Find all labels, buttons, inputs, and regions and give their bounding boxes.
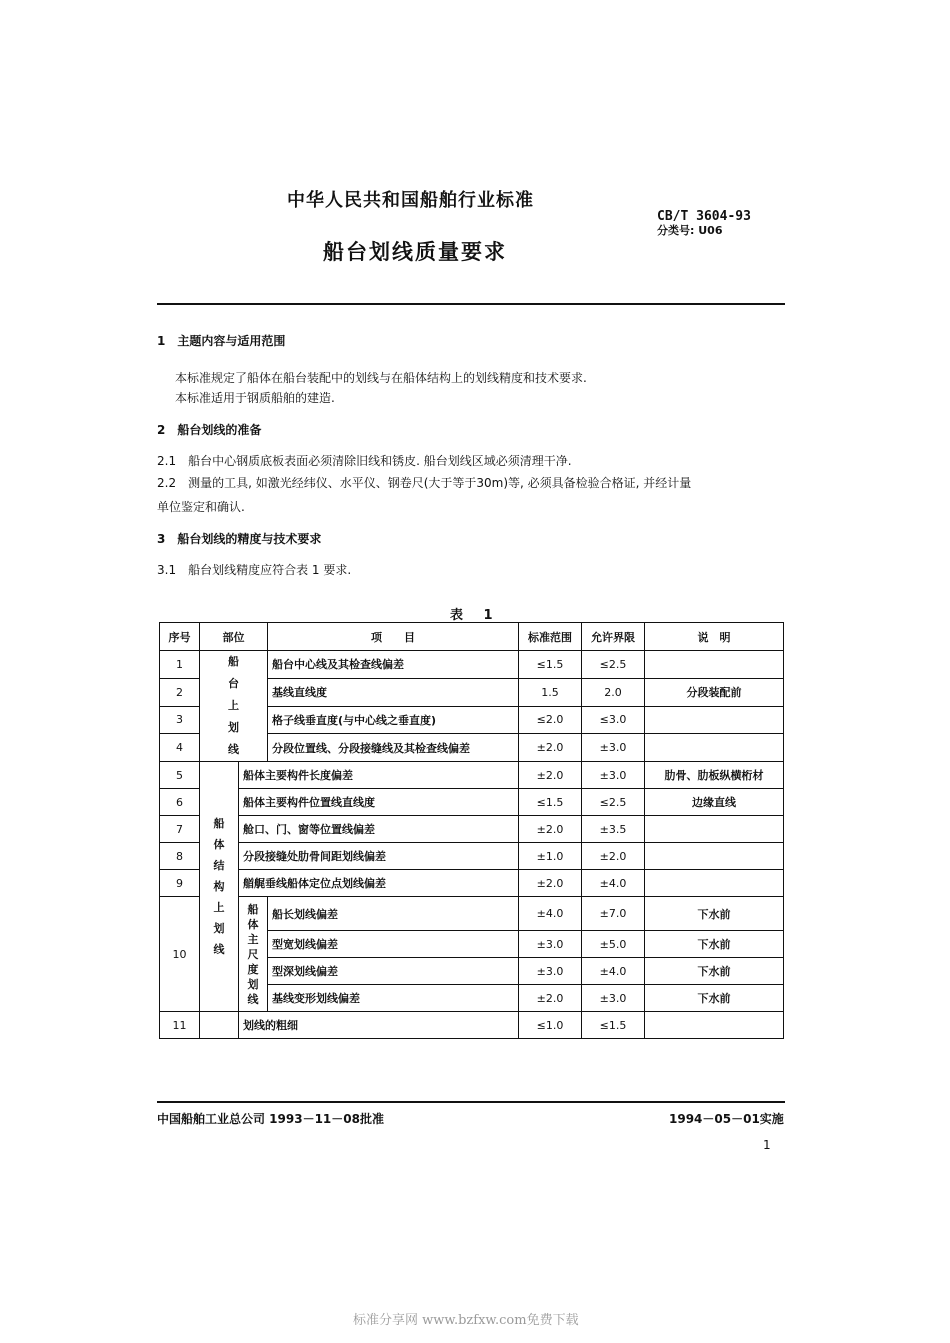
table-row — [160, 816, 784, 843]
standard-code-block — [657, 210, 751, 238]
cell-allow: ≤3.0 — [582, 706, 645, 734]
cell-note — [645, 651, 784, 679]
cell-item: 船体主要构件长度偏差 — [239, 762, 519, 789]
clause-3-1: 3.1 船台划线精度应符合表 1 要求. — [157, 563, 352, 577]
footer-divider — [157, 1101, 785, 1103]
cell-item: 分段接缝处肋骨间距划线偏差 — [239, 843, 519, 870]
cell-std: 1.5 — [519, 678, 582, 706]
cell-allow: ±4.0 — [582, 870, 645, 897]
table-header-row — [160, 623, 784, 651]
watermark-text: 标准分享网 www.bzfxw.com免费下载 — [353, 1313, 579, 1328]
cell-no: 10 — [160, 897, 200, 1012]
group-slipway-marking — [200, 651, 268, 762]
cell-std: ±1.0 — [519, 843, 582, 870]
section-1-title: 1 主题内容与适用范围 — [157, 334, 286, 348]
cell-note: 下水前 — [645, 985, 784, 1012]
cell-note — [645, 706, 784, 734]
cell-note — [645, 843, 784, 870]
cell-no: 8 — [160, 843, 200, 870]
cell-no: 4 — [160, 734, 200, 762]
cell-std: ±2.0 — [519, 762, 582, 789]
header-allowable-limit: 允许界限 — [582, 623, 645, 651]
cell-no: 7 — [160, 816, 200, 843]
cell-std: ±2.0 — [519, 870, 582, 897]
cell-note: 边缘直线 — [645, 789, 784, 816]
approval-date: 中国船舶工业总公司 1993－11－08批准 — [157, 1112, 384, 1126]
section-1-paragraph-1: 本标准规定了船体在船台装配中的划线与在船体结构上的划线精度和技术要求. — [175, 371, 587, 385]
cell-no: 1 — [160, 651, 200, 679]
cell-std: ±4.0 — [519, 897, 582, 931]
header-no: 序号 — [160, 623, 200, 651]
cell-item: 船体主要构件位置线直线度 — [239, 789, 519, 816]
cell-item: 型深划线偏差 — [268, 958, 519, 985]
cell-std: ≤1.5 — [519, 651, 582, 679]
page-number: 1 — [763, 1138, 771, 1152]
table-row — [160, 843, 784, 870]
cell-item: 型宽划线偏差 — [268, 931, 519, 958]
group-label: 船台上划线 — [228, 655, 239, 756]
table-row — [160, 789, 784, 816]
cell-note: 分段装配前 — [645, 678, 784, 706]
cell-note — [645, 1012, 784, 1039]
table-row — [160, 870, 784, 897]
cell-std: ±2.0 — [519, 816, 582, 843]
cell-no: 11 — [160, 1012, 200, 1039]
cell-item: 艏艉垂线船体定位点划线偏差 — [239, 870, 519, 897]
cell-allow: ±3.0 — [582, 734, 645, 762]
cell-allow: ≤1.5 — [582, 1012, 645, 1039]
header-part: 部位 — [200, 623, 268, 651]
cell-no: 3 — [160, 706, 200, 734]
document-title: 船台划线质量要求 — [323, 240, 507, 264]
section-1-paragraph-2: 本标准适用于钢质船舶的建造. — [175, 391, 335, 405]
classification-code: 分类号: U06 — [657, 224, 723, 237]
cell-note — [645, 870, 784, 897]
cell-std: ≤1.5 — [519, 789, 582, 816]
cell-allow: ±7.0 — [582, 897, 645, 931]
cell-std: ±2.0 — [519, 985, 582, 1012]
cell-item: 格子线垂直度(与中心线之垂直度) — [268, 706, 519, 734]
cell-note: 下水前 — [645, 931, 784, 958]
cell-no: 9 — [160, 870, 200, 897]
cell-note — [645, 734, 784, 762]
cell-std: ±3.0 — [519, 958, 582, 985]
tolerance-table — [159, 622, 784, 1039]
header-item: 项 目 — [268, 623, 519, 651]
table-row — [160, 1012, 784, 1039]
cell-item: 分段位置线、分段接缝线及其检查线偏差 — [268, 734, 519, 762]
section-2-title: 2 船台划线的准备 — [157, 423, 262, 437]
cell-item: 舱口、门、窗等位置线偏差 — [239, 816, 519, 843]
cell-allow: ≤2.5 — [582, 651, 645, 679]
clause-2-1: 2.1 船台中心钢质底板表面必须清除旧线和锈皮. 船台划线区域必须清理干净. — [157, 454, 572, 468]
cell-item: 船台中心线及其检查线偏差 — [268, 651, 519, 679]
cell-note — [645, 816, 784, 843]
cell-std: ≤1.0 — [519, 1012, 582, 1039]
group-hull-structure-marking — [200, 762, 239, 1012]
cell-note: 下水前 — [645, 958, 784, 985]
section-3-title: 3 船台划线的精度与技术要求 — [157, 532, 322, 546]
implementation-date: 1994－05－01实施 — [669, 1112, 784, 1126]
group-label: 船体主尺度划线 — [247, 902, 259, 1006]
cell-allow: ±2.0 — [582, 843, 645, 870]
cell-item: 基线变形划线偏差 — [268, 985, 519, 1012]
table-row — [160, 651, 784, 679]
clause-2-2-line-1: 2.2 测量的工具, 如激光经纬仪、水平仪、钢卷尺(大于等于30m)等, 必须具备检验合格证, 并经计量 — [157, 476, 692, 490]
group-principal-dimension-marking — [239, 897, 268, 1012]
cell-allow: ±4.0 — [582, 958, 645, 985]
cell-no: 6 — [160, 789, 200, 816]
cell-part-empty — [200, 1012, 239, 1039]
cell-note: 下水前 — [645, 897, 784, 931]
standard-title: 中华人民共和国船舶行业标准 — [287, 190, 534, 211]
table-row — [160, 762, 784, 789]
cell-item: 基线直线度 — [268, 678, 519, 706]
header-standard-range: 标准范围 — [519, 623, 582, 651]
table-row — [160, 897, 784, 931]
cell-std: ±2.0 — [519, 734, 582, 762]
cell-allow: ±5.0 — [582, 931, 645, 958]
table-caption: 表 1 — [450, 608, 501, 623]
cell-allow: 2.0 — [582, 678, 645, 706]
header-note: 说 明 — [645, 623, 784, 651]
cell-allow: ±3.5 — [582, 816, 645, 843]
header-divider — [157, 303, 785, 305]
group-label: 船体结构上划线 — [213, 817, 225, 956]
standard-code: CB/T 3604-93 — [657, 209, 751, 224]
cell-allow: ±3.0 — [582, 762, 645, 789]
cell-no: 5 — [160, 762, 200, 789]
cell-allow: ±3.0 — [582, 985, 645, 1012]
cell-allow: ≤2.5 — [582, 789, 645, 816]
cell-no: 2 — [160, 678, 200, 706]
cell-item: 船长划线偏差 — [268, 897, 519, 931]
cell-note: 肋骨、肋板纵横桁材 — [645, 762, 784, 789]
clause-2-2-line-2: 单位鉴定和确认. — [157, 500, 245, 514]
cell-std: ≤2.0 — [519, 706, 582, 734]
cell-item: 划线的粗细 — [239, 1012, 519, 1039]
cell-std: ±3.0 — [519, 931, 582, 958]
